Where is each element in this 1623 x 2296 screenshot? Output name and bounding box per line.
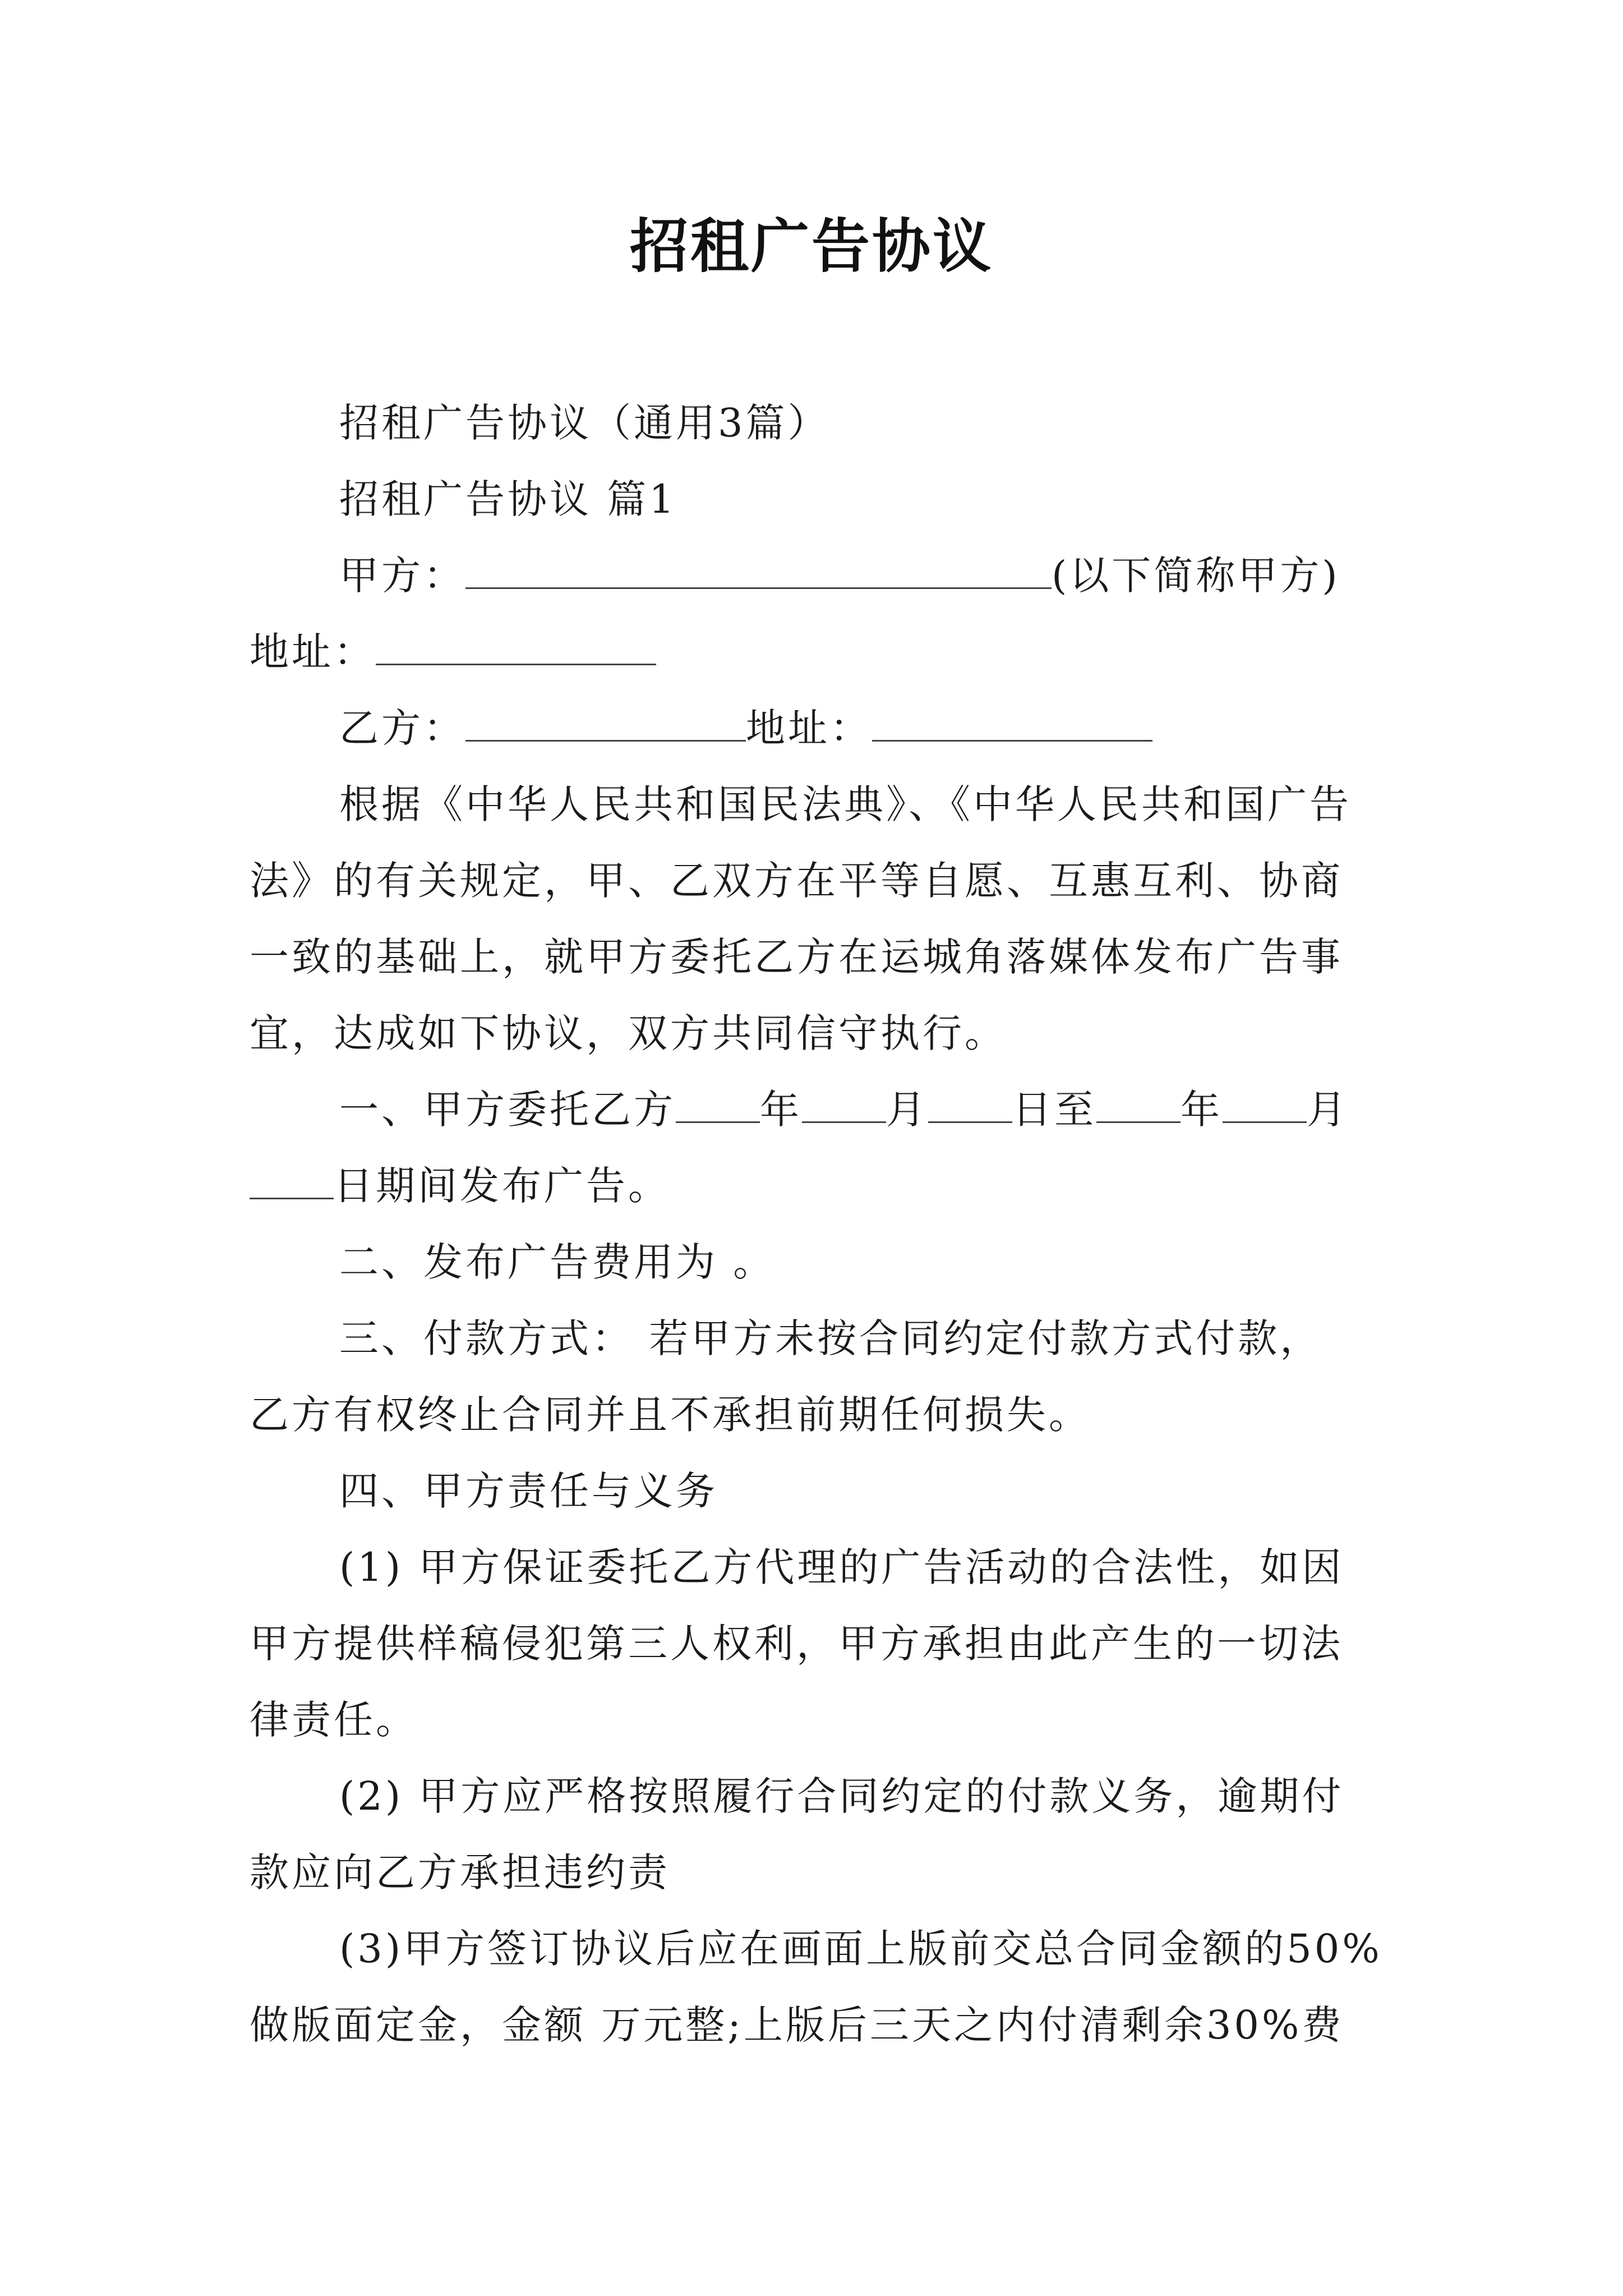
party-b-label: 乙方： — [339, 705, 465, 751]
clause-1-month-2: 月 — [1307, 1087, 1349, 1133]
clause-1-year-2: 年 — [1181, 1087, 1223, 1133]
day-blank-1 — [928, 1087, 1012, 1123]
clause-2: 二、发布广告费用为 。 — [339, 1239, 776, 1285]
clause-3-line-1: 三、付款方式： 若甲方未按合同约定付款方式付款， — [339, 1315, 1322, 1361]
item-3-line-1: (3)甲方签订协议后应在画面上版前交总合同金额的50% — [339, 1926, 1382, 1972]
party-a-label: 甲方： — [339, 553, 465, 599]
party-b-line — [339, 690, 1152, 766]
clause-1-prefix: 一、甲方委托乙方 — [339, 1087, 676, 1133]
party-a-address-blank — [376, 629, 656, 665]
clause-1-line-2 — [250, 1148, 670, 1224]
year-blank-2 — [1096, 1087, 1181, 1123]
party-a-line — [339, 537, 1340, 614]
document-title: 招租广告协议 — [629, 211, 993, 280]
party-b-address-blank — [872, 705, 1152, 742]
item-1-line-1: (1) 甲方保证委托乙方代理的广告活动的合法性，如因 — [339, 1544, 1344, 1590]
item-2-line-2: 款应向乙方承担违约责 — [250, 1849, 670, 1895]
document-subtitle: 招租广告协议（通用3篇） — [339, 400, 830, 446]
clause-1-line-1 — [339, 1071, 1349, 1148]
party-a-suffix: (以下简称甲方) — [1052, 553, 1340, 599]
intro-line-3: 一致的基础上，就甲方委托乙方在运城角落媒体发布广告事 — [250, 934, 1343, 980]
item-3-line-2: 做版面定金，金额 万元整;上版后三天之内付清剩余30%费 — [250, 2002, 1344, 2048]
day-blank-2 — [250, 1163, 334, 1199]
clause-4-heading: 四、甲方责任与义务 — [339, 1468, 718, 1514]
item-1-line-2: 甲方提供样稿侵犯第三人权利，甲方承担由此产生的一切法 — [250, 1621, 1343, 1667]
party-b-address-label: 地址： — [746, 705, 872, 751]
section-heading: 招租广告协议 篇1 — [339, 476, 677, 522]
clause-3-line-2: 乙方有权终止合同并且不承担前期任何损失。 — [250, 1392, 1091, 1438]
clause-1-day-to: 日至 — [1012, 1087, 1096, 1133]
item-1-line-3: 律责任。 — [250, 1697, 418, 1743]
year-blank-1 — [676, 1087, 760, 1123]
month-blank-2 — [1223, 1087, 1307, 1123]
clause-1-month-1: 月 — [886, 1087, 928, 1133]
clause-1-tail: 日期间发布广告。 — [334, 1163, 670, 1209]
party-a-blank — [465, 553, 1052, 589]
clause-1-year-1: 年 — [760, 1087, 802, 1133]
party-a-address-line — [250, 614, 656, 690]
intro-line-4: 宜，达成如下协议，双方共同信守执行。 — [250, 1010, 1007, 1056]
intro-line-1: 根据《中华人民共和国民法典》、《中华人民共和国广告 — [339, 781, 1352, 827]
party-b-blank — [465, 705, 746, 742]
party-a-address-label: 地址： — [250, 629, 376, 675]
intro-line-2: 法》的有关规定，甲、乙双方在平等自愿、互惠互利、协商 — [250, 858, 1343, 904]
month-blank-1 — [802, 1087, 886, 1123]
item-2-line-1: (2) 甲方应严格按照履行合同约定的付款义务，逾期付 — [339, 1773, 1344, 1819]
